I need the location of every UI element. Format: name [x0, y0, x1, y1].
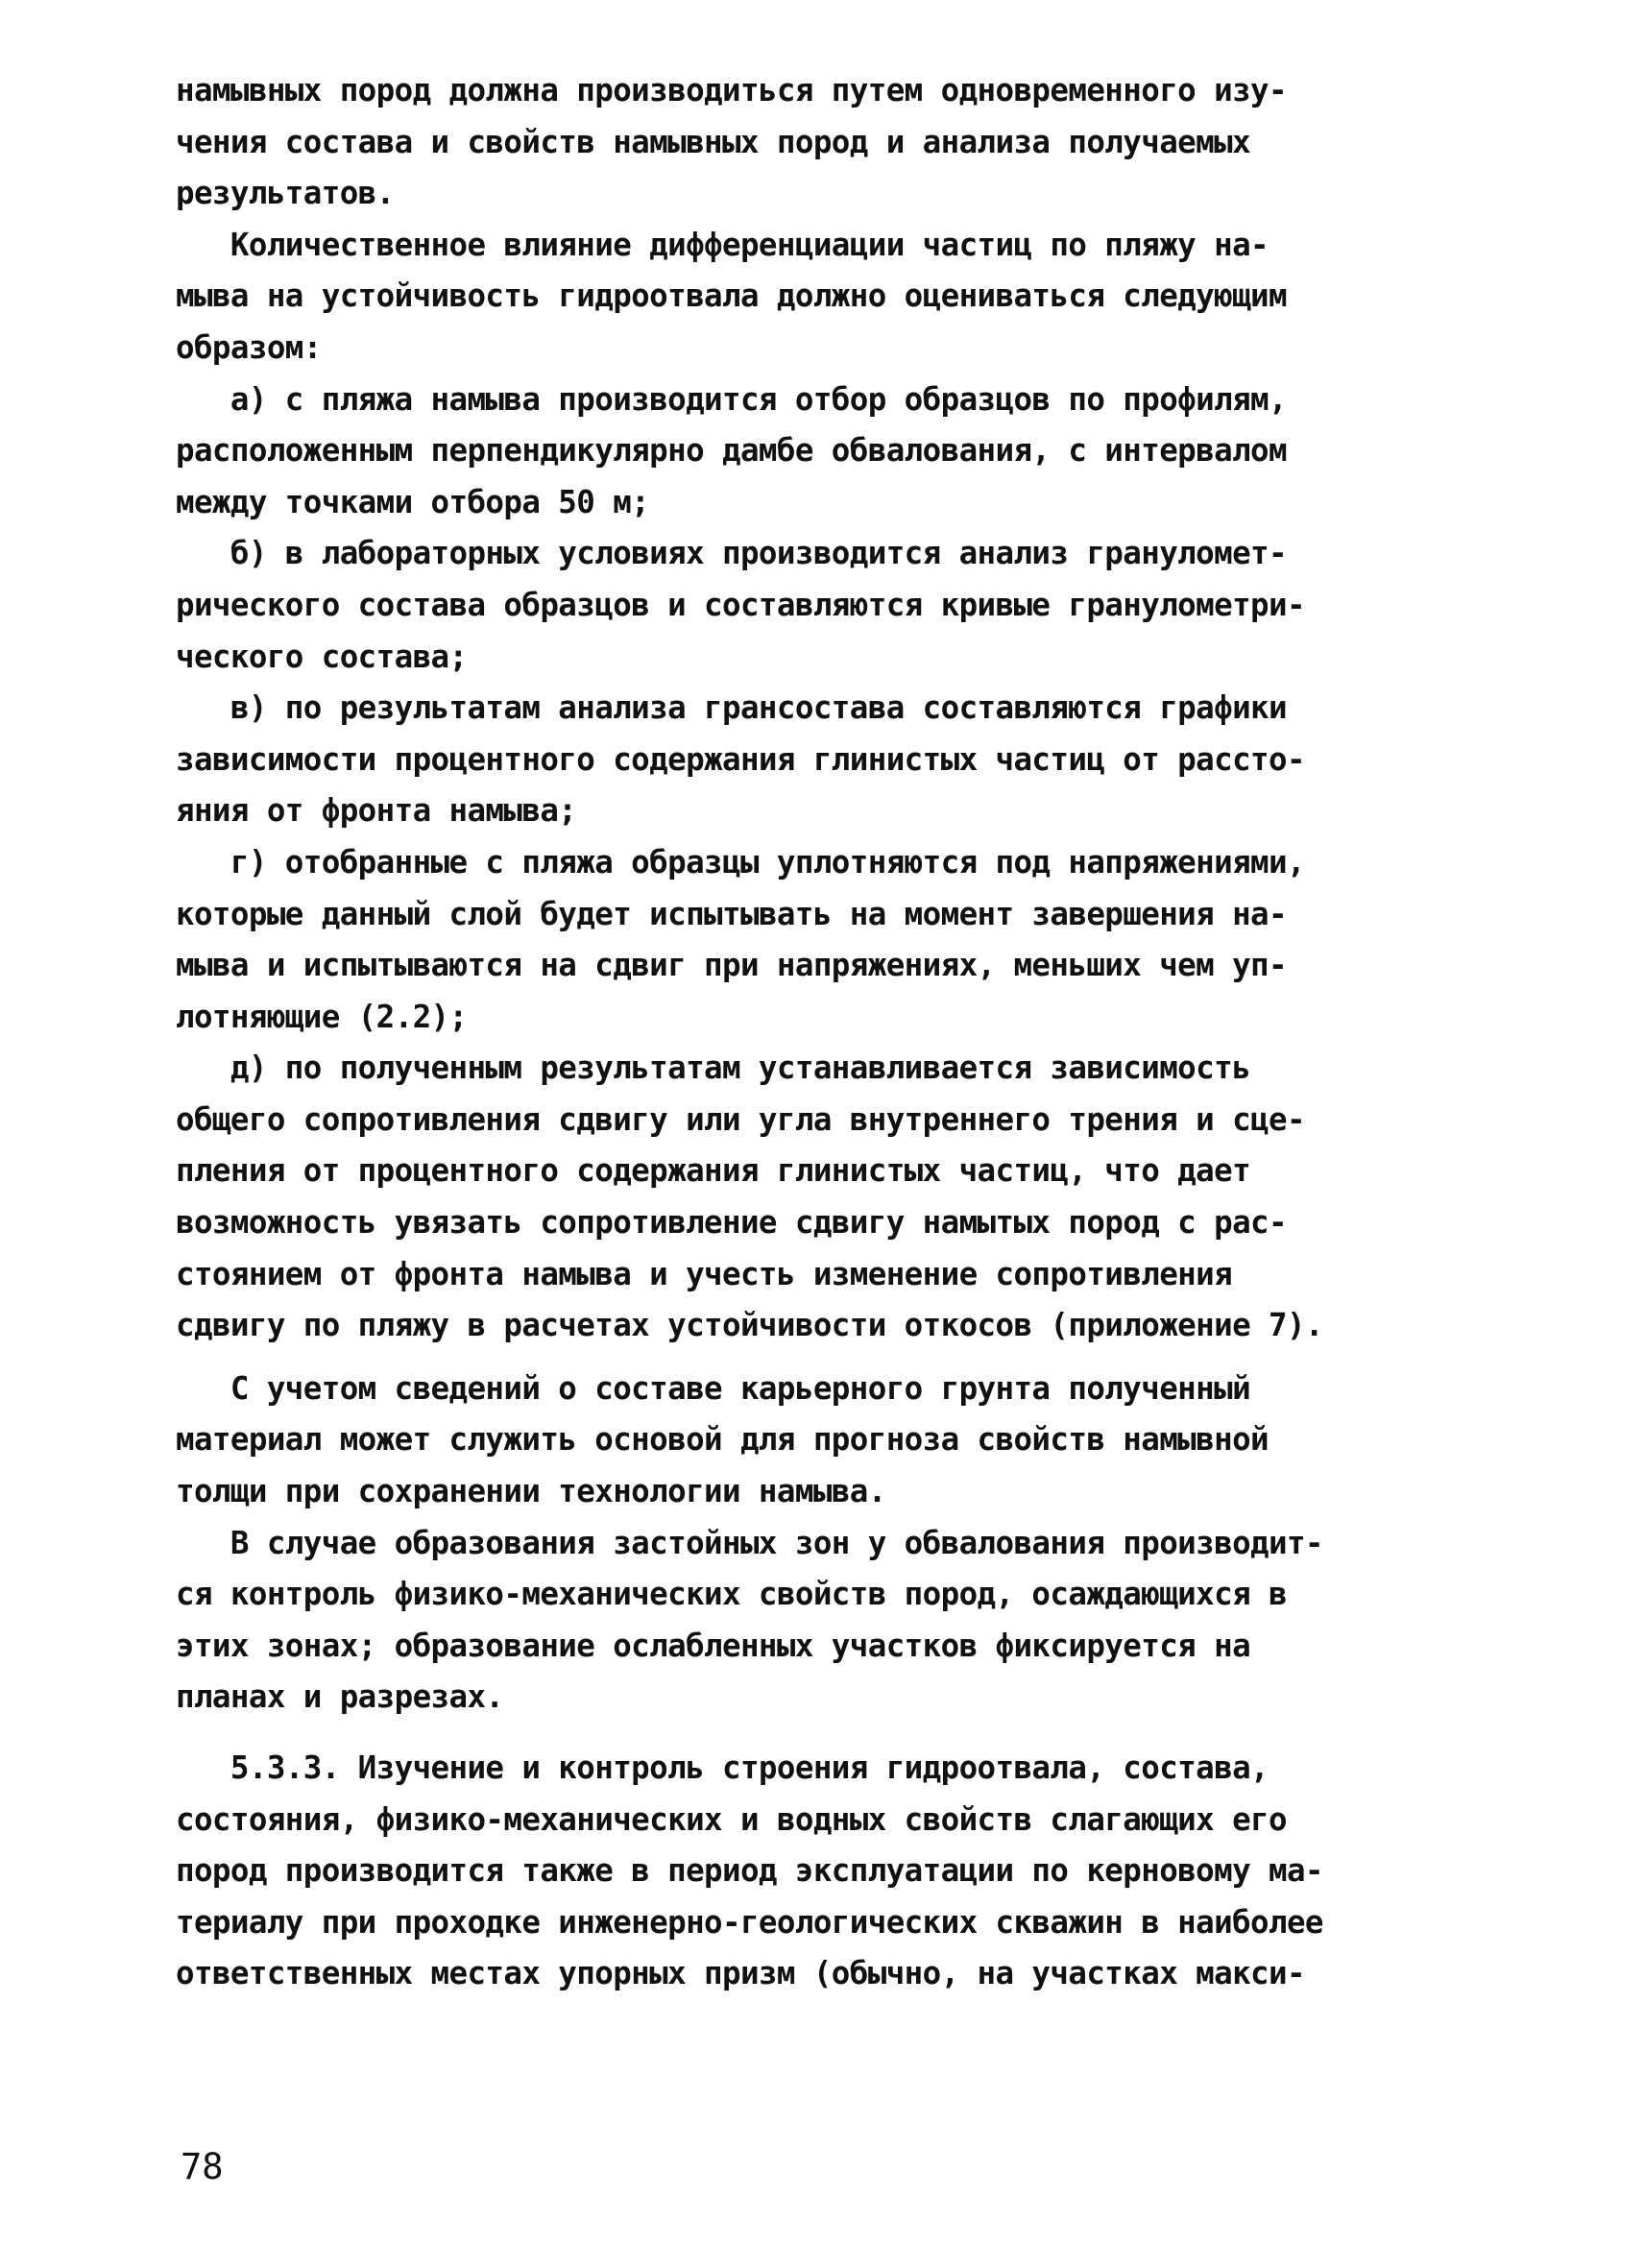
text-line: чения состава и свойств намывных пород и анализа получаемых — [176, 123, 1251, 160]
list-item-d — [176, 1043, 1501, 1352]
text-line: яния от фронта намыва; — [176, 792, 577, 830]
text-line: д) по полученным результатам устанавливается зависимость — [176, 1050, 1251, 1087]
text-line: г) отобранные с пляжа образцы уплотняются под напряжениями, — [176, 843, 1305, 881]
text-line: возможность увязать сопротивление сдвигу намытых пород с рас- — [176, 1204, 1287, 1242]
text-line: зависимости процентного содержания глинистых частиц от рассто- — [176, 740, 1305, 778]
text-line: состояния, физико-механических и водных свойств слагающих его — [176, 1800, 1287, 1838]
text-line: в) по результатам анализа грансостава составляются графики — [176, 689, 1287, 727]
text-line: между точками отбора 50 м; — [176, 483, 650, 520]
text-line: Количественное влияние дифференциации частиц по пляжу на- — [176, 226, 1269, 263]
text-line: мыва на устойчивость гидроотвала должно оцениваться следующим — [176, 277, 1287, 315]
text-line: б) в лабораторных условиях производится анализ грануломет- — [176, 535, 1287, 572]
text-line: лотняющие (2.2); — [176, 998, 468, 1035]
paragraph-quantitative-influence — [176, 220, 1501, 374]
page-number: 78 — [181, 2146, 224, 2187]
text-line: планах и разрезах. — [176, 1678, 504, 1716]
document-page — [176, 65, 1501, 2000]
text-line: толщи при сохранении технологии намыва. — [176, 1473, 886, 1510]
text-line: результатов. — [176, 175, 395, 212]
text-line: С учетом сведений о составе карьерного грунта полученный — [176, 1369, 1251, 1407]
text-line: ческого состава; — [176, 638, 468, 675]
text-line: материал может служить основой для прогноза свойств намывной — [176, 1421, 1269, 1459]
list-item-v — [176, 683, 1501, 837]
text-line: пород производится также в период эксплуатации по керновому ма- — [176, 1852, 1323, 1890]
paragraph-spacer — [176, 1352, 1501, 1363]
text-line: этих зонах; образование ослабленных участков фиксируется на — [176, 1627, 1251, 1664]
paragraph-stagnant-zones — [176, 1518, 1501, 1724]
text-line: териалу при проходке инженерно-геологических скважин в наиболее — [176, 1903, 1323, 1941]
text-line: мыва и испытываются на сдвиг при напряжениях, меньших чем уп- — [176, 947, 1287, 984]
paragraph-continuation — [176, 65, 1501, 220]
text-line: расположенным перпендикулярно дамбе обвалования, с интервалом — [176, 432, 1287, 470]
text-line: пления от процентного содержания глинистых частиц, что дает — [176, 1152, 1251, 1190]
paragraph-spacer — [176, 1724, 1501, 1743]
section-5-3-3 — [176, 1743, 1501, 2000]
list-item-b — [176, 528, 1501, 683]
text-line: ся контроль физико-механических свойств пород, осаждающихся в — [176, 1576, 1287, 1613]
text-line: 5.3.3. Изучение и контроль строения гидроотвала, состава, — [176, 1749, 1269, 1786]
list-item-a — [176, 374, 1501, 529]
text-line: общего сопротивления сдвигу или угла внутреннего трения и сце- — [176, 1100, 1305, 1138]
text-line: В случае образования застойных зон у обвалования производит- — [176, 1524, 1323, 1561]
text-line: рического состава образцов и составляются кривые гранулометри- — [176, 586, 1305, 623]
text-line: а) с пляжа намыва производится отбор образцов по профилям, — [176, 380, 1287, 418]
text-line: намывных пород должна производиться путем одновременного изу- — [176, 72, 1287, 109]
text-line: стоянием от фронта намыва и учесть изменение сопротивления — [176, 1255, 1233, 1292]
text-line: ответственных местах упорных призм (обычно, на участках макси- — [176, 1955, 1305, 1992]
text-line: образом: — [176, 328, 322, 366]
text-line: сдвигу по пляжу в расчетах устойчивости откосов (приложение 7). — [176, 1307, 1323, 1344]
text-line: которые данный слой будет испытывать на момент завершения на- — [176, 895, 1287, 932]
paragraph-quarry-soil — [176, 1363, 1501, 1518]
list-item-g — [176, 837, 1501, 1043]
